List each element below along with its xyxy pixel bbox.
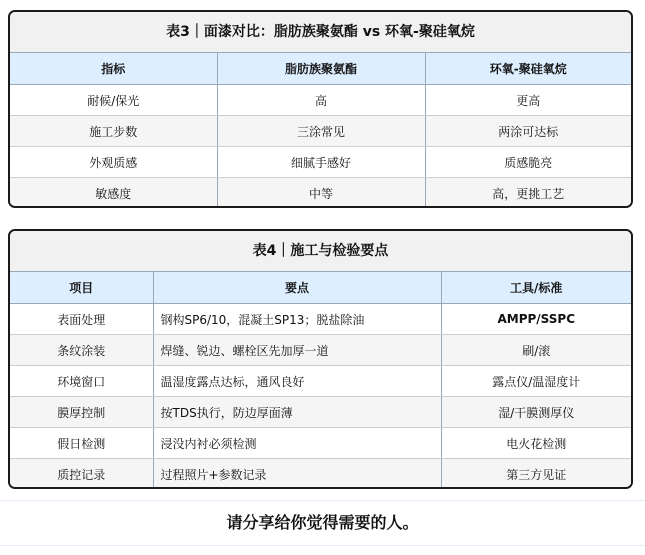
table-cell: 第三方见证 xyxy=(441,459,631,490)
table-row xyxy=(10,178,631,209)
table4-card xyxy=(8,229,633,489)
divider-line xyxy=(0,545,645,546)
table-cell: 焊缝、锐边、螺栓区先加厚一道 xyxy=(153,335,441,366)
table-cell: 表面处理 xyxy=(10,304,153,335)
share-footer-text: 请分享给你觉得需要的人。 xyxy=(226,513,419,532)
table-row xyxy=(10,304,631,335)
table-cell: 两涂可达标 xyxy=(425,116,631,147)
table-cell: 耐候/保光 xyxy=(10,85,217,116)
table-cell: 钢构SP6/10，混凝土SP13；脱盐除油 xyxy=(153,304,441,335)
column-header: 工具/标准 xyxy=(441,272,631,304)
table-cell: 按TDS执行，防边厚面薄 xyxy=(153,397,441,428)
table-row xyxy=(10,147,631,178)
table-cell: 膜厚控制 xyxy=(10,397,153,428)
column-header: 脂肪族聚氨酯 xyxy=(217,53,425,85)
table4-header-row xyxy=(10,272,631,304)
table-cell: 更高 xyxy=(425,85,631,116)
table-cell: AMPP/SSPC xyxy=(441,304,631,335)
table3 xyxy=(10,53,631,208)
table-cell: 假日检测 xyxy=(10,428,153,459)
column-header: 项目 xyxy=(10,272,153,304)
table-cell: 外观质感 xyxy=(10,147,217,178)
table3-card xyxy=(8,10,633,208)
table-cell: 质感脆亮 xyxy=(425,147,631,178)
table-row xyxy=(10,459,631,490)
table-cell: 高 xyxy=(217,85,425,116)
table-cell: 温湿度露点达标，通风良好 xyxy=(153,366,441,397)
table4 xyxy=(10,272,631,489)
table3-header-row xyxy=(10,53,631,85)
table-row xyxy=(10,428,631,459)
table-row xyxy=(10,85,631,116)
table-cell: 施工步数 xyxy=(10,116,217,147)
table-cell: 电火花检测 xyxy=(441,428,631,459)
table-cell: 中等 xyxy=(217,178,425,209)
table-cell: 环境窗口 xyxy=(10,366,153,397)
table-row xyxy=(10,335,631,366)
table4-title: 表4｜施工与检验要点 xyxy=(10,231,631,272)
table-cell: 过程照片+参数记录 xyxy=(153,459,441,490)
table-cell: 露点仪/温湿度计 xyxy=(441,366,631,397)
table-row xyxy=(10,116,631,147)
column-header: 要点 xyxy=(153,272,441,304)
table-cell: 条纹涂装 xyxy=(10,335,153,366)
table-cell: 高，更挑工艺 xyxy=(425,178,631,209)
divider-line xyxy=(0,500,645,501)
table-row xyxy=(10,366,631,397)
table-cell: 刷/滚 xyxy=(441,335,631,366)
column-header: 环氧-聚硅氧烷 xyxy=(425,53,631,85)
table-cell: 湿/干膜测厚仪 xyxy=(441,397,631,428)
table-cell: 浸没内衬必须检测 xyxy=(153,428,441,459)
table-cell: 质控记录 xyxy=(10,459,153,490)
table-cell: 敏感度 xyxy=(10,178,217,209)
table-row xyxy=(10,397,631,428)
table3-title: 表3｜面漆对比：脂肪族聚氨酯 vs 环氧-聚硅氧烷 xyxy=(10,12,631,53)
column-header: 指标 xyxy=(10,53,217,85)
table-cell: 细腻手感好 xyxy=(217,147,425,178)
table-cell: 三涂常见 xyxy=(217,116,425,147)
